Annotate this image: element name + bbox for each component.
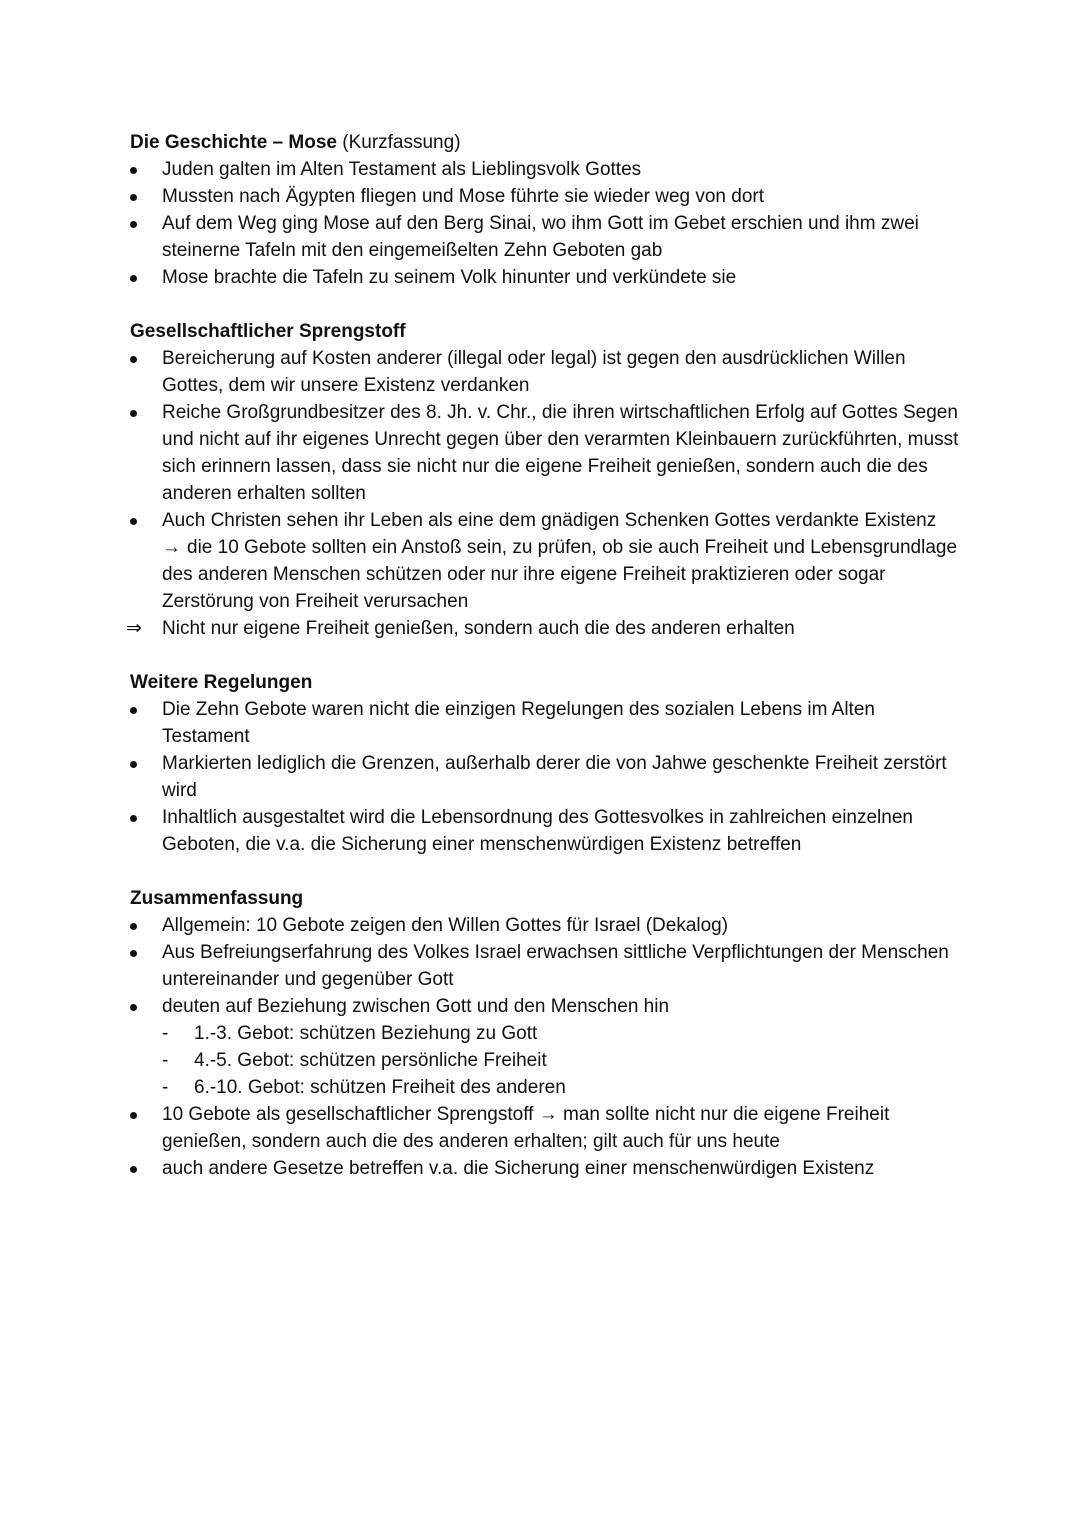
heading-bold: Die Geschichte – Mose [130,132,337,153]
list-item-text: Auch Christen sehen ihr Leben als eine dem gnädigen Schenken Gottes verdankte Existenz [162,510,937,531]
document-content [126,129,960,1209]
list-item: auch andere Gesetze betreffen v.a. die Sicherung einer menschenwürdigen Existenz [130,1155,960,1182]
dash-item [162,1020,960,1047]
list-item: Juden galten im Alten Testament als Lieblingsvolk Gottes [130,156,960,183]
dash-icon: - [162,1077,169,1098]
list-item [130,993,960,1101]
dash-item-text: 4.-5. Gebot: schützen persönliche Freiheit [194,1050,547,1071]
list-item [130,507,960,615]
dash-list [162,1020,960,1101]
list-item: Reiche Großgrundbesitzer des 8. Jh. v. Chr., die ihren wirtschaftlichen Erfolg auf Gottes Segen und nicht auf ihr eigenes Unrecht gegen über den verarmten Kleinbauern zurückführten, musst sich erinnern lassen, dass sie nicht nur die eigene Freiheit genießen, sondern auch die des anderen erhalten sollten [130,399,960,507]
list-item: Aus Befreiungserfahrung des Volkes Israel erwachsen sittliche Verpflichtungen der Menschen untereinander und gegenüber Gott [130,939,960,993]
section-heading: Gesellschaftlicher Sprengstoff [130,321,406,342]
bullet-list [126,345,960,642]
dash-icon: - [162,1050,169,1071]
list-item: Markierten lediglich die Grenzen, außerhalb derer die von Jahwe geschenkte Freiheit zerstört wird [130,750,960,804]
dash-item-text: 1.-3. Gebot: schützen Beziehung zu Gott [194,1023,538,1044]
dash-item [162,1074,960,1101]
bullet-list [130,912,960,1182]
list-item: Mose brachte die Tafeln zu seinem Volk hinunter und verkündete sie [130,264,960,291]
implies-arrow-icon: ⇒ [126,618,142,639]
section-weitere-regelungen [130,669,960,858]
conclusion-item [126,615,960,642]
section-heading [130,129,960,156]
list-item: Mussten nach Ägypten fliegen und Mose führte sie wieder weg von dort [130,183,960,210]
section-mose [130,129,960,291]
list-item-text: 10 Gebote als gesellschaftlicher Sprengstoff [162,1104,534,1125]
list-item: Auf dem Weg ging Mose auf den Berg Sinai, wo ihm Gott im Gebet erschien und ihm zwei steinerne Tafeln mit den eingemeißelten Zehn Geboten gab [130,210,960,264]
list-item: Bereicherung auf Kosten anderer (illegal oder legal) ist gegen den ausdrücklichen Willen Gottes, dem wir unsere Existenz verdanken [130,345,960,399]
arrow-right-icon: → [162,537,181,558]
dash-item [162,1047,960,1074]
section-zusammenfassung [130,885,960,1182]
arrow-note-text: die 10 Gebote sollten ein Anstoß sein, zu prüfen, ob sie auch Freiheit und Lebensgrundlage des anderen Menschen schützen oder nur ihre eigene Freiheit praktizieren oder sogar Zerstörung von Freiheit verursachen [162,537,958,612]
list-item-text: deuten auf Beziehung zwischen Gott und den Menschen hin [162,996,670,1017]
bullet-list [130,696,960,858]
dash-icon: - [162,1023,169,1044]
list-item: Die Zehn Gebote waren nicht die einzigen Regelungen des sozialen Lebens im Alten Testament [130,696,960,750]
bullet-list [130,156,960,291]
list-item-text: man sollte nicht nur die eigene Freiheit genießen, sondern auch die des anderen erhalten; gilt auch für uns heute [162,1104,890,1152]
list-item [130,1101,960,1155]
dash-item-text: 6.-10. Gebot: schützen Freiheit des anderen [194,1077,566,1098]
list-item: Inhaltlich ausgestaltet wird die Lebensordnung des Gottesvolkes in zahlreichen einzelnen Geboten, die v.a. die Sicherung einer menschenwürdigen Existenz betreffen [130,804,960,858]
section-heading: Zusammenfassung [130,888,304,909]
list-item: Allgemein: 10 Gebote zeigen den Willen Gottes für Israel (Dekalog) [130,912,960,939]
conclusion-text: Nicht nur eigene Freiheit genießen, sondern auch die des anderen erhalten [162,618,795,639]
section-sprengstoff [126,318,960,642]
section-heading: Weitere Regelungen [130,672,313,693]
arrow-right-icon: → [538,1104,558,1125]
heading-normal: (Kurzfassung) [336,132,461,153]
arrow-note [162,534,960,615]
